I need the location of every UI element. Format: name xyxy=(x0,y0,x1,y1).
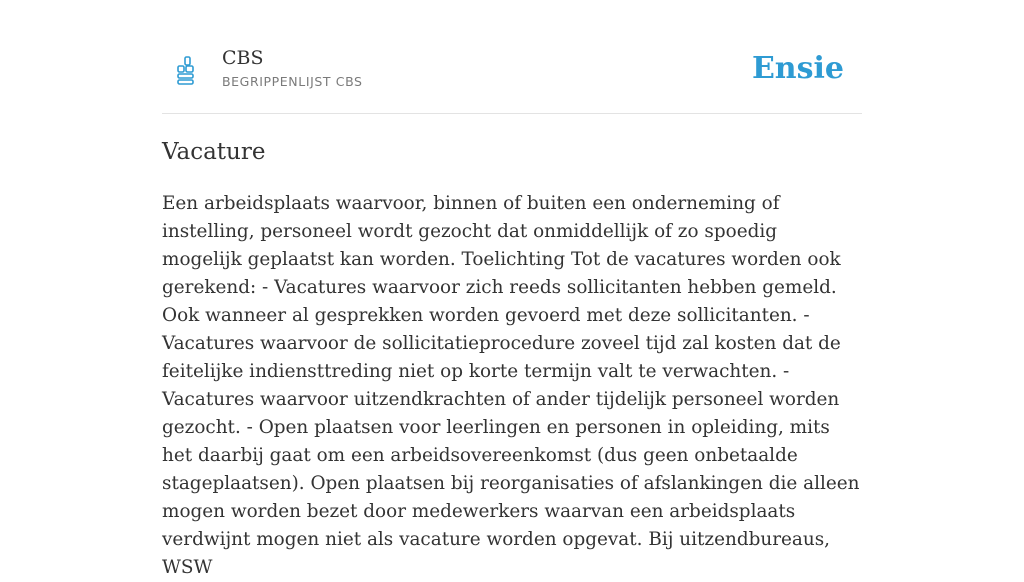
header xyxy=(162,0,862,114)
org-subtitle[interactable]: BEGRIPPENLIJST CBS xyxy=(222,74,363,89)
term-title: Vacature xyxy=(162,139,266,165)
cbs-logo-icon[interactable] xyxy=(175,56,197,86)
ensie-brand-link[interactable]: Ensie xyxy=(751,51,844,86)
org-name[interactable]: CBS xyxy=(222,47,264,69)
term-definition: Een arbeidsplaats waarvoor, binnen of buiten een onderneming of instelling, personeel wordt gezocht dat onmiddellijk of zo spoedig mogelijk geplaatst kan worden. Toelichting Tot de vacatures worden ook gerekend: - Vacatures waarvoor zich reeds sollicitanten hebben gemeld. Ook wanneer al gesprekken worden gevoerd met deze sollicitanten. - Vacatures waarvoor de sollicitatieprocedure zoveel tijd zal kosten dat de feitelijke indiensttreding niet op korte termijn valt te verwachten. - Vacatures waarvoor uitzendkrachten of ander tijdelijk personeel worden gezocht. - Open plaatsen voor leerlingen en personen in opleiding, mits het daarbij gaat om een arbeidsovereenkomst (dus geen onbetaalde stageplaatsen). Open plaatsen bij reorganisaties of afslankingen die alleen mogen worden bezet door medewerkers waarvan een arbeidsplaats verdwijnt mogen niet als vacature worden opgevat. Bij uitzendbureaus, WSW xyxy=(162,193,860,578)
